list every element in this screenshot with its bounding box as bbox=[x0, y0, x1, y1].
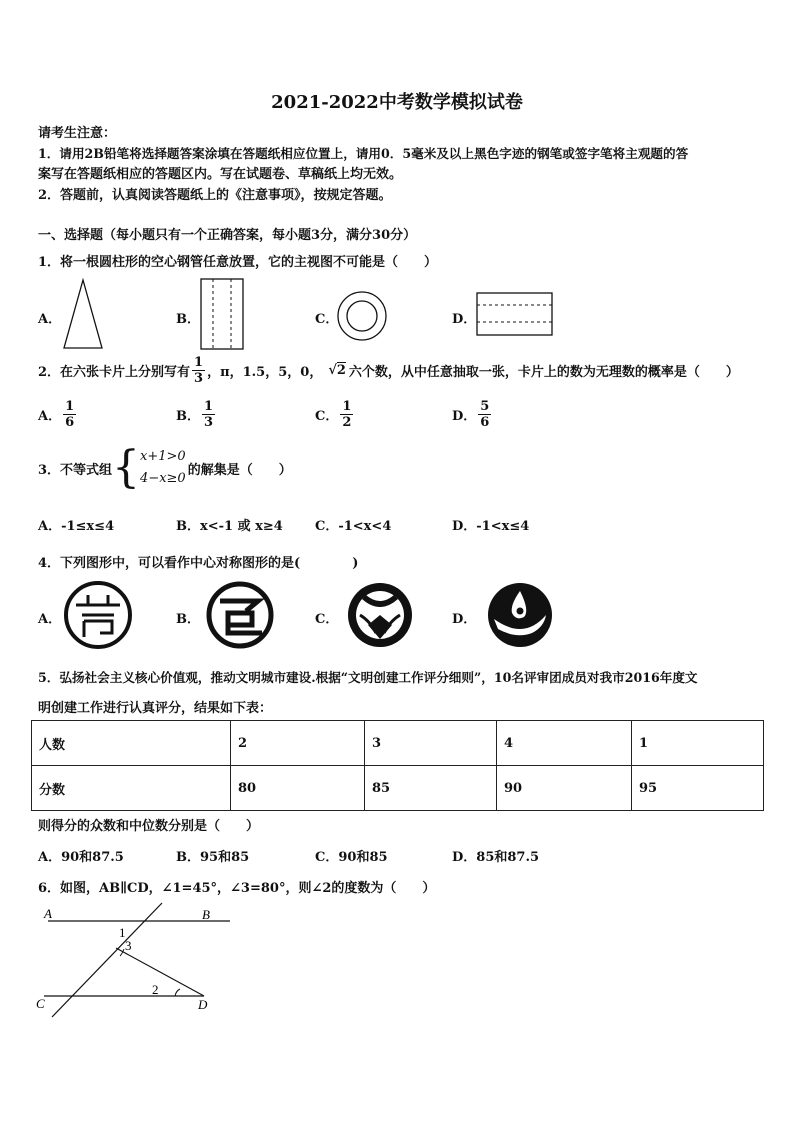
q3-stem bbox=[38, 442, 292, 493]
table-cell: 95 bbox=[632, 766, 764, 811]
q1-rectangle-dashed-horizontal-figure bbox=[476, 292, 554, 336]
q2-fraction bbox=[192, 356, 205, 385]
table-cell: 3 bbox=[365, 721, 497, 766]
q4-stem: 4．下列图形中，可以看作中心对称图形的是( ) bbox=[38, 556, 359, 571]
notice-heading: 请考生注意： bbox=[38, 126, 117, 141]
q2-option-b-den: 3 bbox=[204, 415, 214, 430]
q3-stem-post: 的解集是（ ） bbox=[187, 462, 292, 478]
notice-line-2: 案写在答题纸相应的答题区内。写在试题卷、草稿纸上均无效。 bbox=[38, 167, 403, 182]
q2-option-a-fraction bbox=[63, 400, 76, 429]
table-cell: 2 bbox=[231, 721, 365, 766]
q2-option-d-label: D． bbox=[452, 409, 477, 424]
q2-sqrt-value: 2 bbox=[336, 363, 346, 378]
q5-score-table bbox=[31, 720, 764, 811]
q2-option-d-num: 5 bbox=[480, 399, 490, 414]
q3-system bbox=[140, 446, 186, 490]
table-cell: 1 bbox=[632, 721, 764, 766]
q6-label-d: D bbox=[198, 997, 208, 1012]
q3-inequality-2: 4−x≥0 bbox=[140, 471, 186, 486]
table-cell: 4 bbox=[497, 721, 632, 766]
q2-option-a[interactable] bbox=[38, 400, 78, 429]
q4-option-c-label[interactable]: C． bbox=[315, 612, 339, 627]
q1-option-a-label[interactable]: A． bbox=[38, 312, 62, 327]
q5-option-d[interactable]: D．85和87.5 bbox=[452, 850, 540, 865]
table-cell: 85 bbox=[365, 766, 497, 811]
q4-option-b-label[interactable]: B． bbox=[176, 612, 200, 627]
q2-sqrt: √2 bbox=[328, 363, 346, 378]
q2-option-c-label: C． bbox=[315, 409, 339, 424]
q2-option-c-fraction bbox=[340, 400, 353, 429]
q3-brace: { bbox=[112, 442, 141, 493]
q2-stem-pre: 2．在六张卡片上分别写有 bbox=[38, 365, 191, 380]
q1-option-b-label[interactable]: B． bbox=[176, 312, 200, 327]
q2-option-b-num: 1 bbox=[204, 399, 214, 414]
q2-stem-post: 六个数，从中任意抽取一张，卡片上的数为无理数的概率是（ ） bbox=[348, 365, 739, 380]
table-cell: 90 bbox=[497, 766, 632, 811]
table-cell: 80 bbox=[231, 766, 365, 811]
q6-stem: 6．如图，AB∥CD，∠1=45°，∠3=80°，则∠2的度数为（ ） bbox=[38, 881, 436, 896]
notice-line-1: 1．请用2B铅笔将选择题答案涂填在答题纸相应位置上，请用0．5毫米及以上黑色字迹的钢笔或签字笔将主观题的答 bbox=[38, 146, 689, 161]
q2-option-d[interactable] bbox=[452, 400, 493, 429]
q4-emblem-a-icon bbox=[64, 581, 132, 649]
q4-emblem-d-icon bbox=[486, 581, 554, 649]
q2-option-a-num: 1 bbox=[65, 399, 75, 414]
q6-label-b: B bbox=[202, 907, 210, 922]
q2-option-a-label: A． bbox=[38, 409, 62, 424]
q6-angle-1-label: 1 bbox=[119, 925, 126, 940]
q5-option-b[interactable]: B．95和85 bbox=[176, 850, 250, 865]
q1-stem: 1．将一根圆柱形的空心钢管任意放置，它的主视图不可能是（ ） bbox=[38, 255, 438, 270]
table-cell: 分数 bbox=[32, 766, 231, 811]
q1-option-d-label[interactable]: D． bbox=[452, 312, 477, 327]
q4-emblem-b-icon bbox=[206, 581, 274, 649]
q4-option-a-label[interactable]: A． bbox=[38, 612, 62, 627]
section-heading: 一、选择题（每小题只有一个正确答案，每小题3分，满分30分） bbox=[38, 228, 417, 243]
q2-option-c-den: 2 bbox=[342, 415, 352, 430]
q2-option-d-den: 6 bbox=[480, 415, 490, 430]
q2-fraction-den: 3 bbox=[194, 371, 204, 386]
table-row bbox=[32, 721, 764, 766]
q6-label-a: A bbox=[44, 906, 52, 921]
q2-option-b-fraction bbox=[202, 400, 215, 429]
q1-option-c-label[interactable]: C． bbox=[315, 312, 339, 327]
q3-option-b[interactable]: B．x<-1 或 x≥4 bbox=[176, 519, 283, 534]
q2-option-a-den: 6 bbox=[65, 415, 75, 430]
q3-inequality-1: x+1>0 bbox=[140, 449, 186, 464]
q5-stem-line-2: 明创建工作进行认真评分，结果如下表： bbox=[38, 701, 273, 716]
q4-emblem-c-icon bbox=[346, 581, 414, 649]
q6-label-c: C bbox=[36, 996, 45, 1011]
q1-rectangle-dashed-vertical-figure bbox=[200, 278, 244, 350]
notice-line-3: 2．答题前，认真阅读答题纸上的《注意事项》，按规定答题。 bbox=[38, 188, 392, 203]
q1-triangle-figure bbox=[62, 278, 104, 350]
q2-option-c-num: 1 bbox=[342, 399, 352, 414]
q2-option-b[interactable] bbox=[176, 400, 217, 429]
q5-option-c[interactable]: C．90和85 bbox=[315, 850, 388, 865]
q5-question: 则得分的众数和中位数分别是（ ） bbox=[38, 819, 260, 834]
q3-option-d[interactable]: D．-1<x≤4 bbox=[452, 519, 530, 534]
q6-angle-2-label: 2 bbox=[152, 982, 159, 997]
q2-stem bbox=[38, 356, 739, 385]
q2-stem-mid: ，π，1.5，5，0， bbox=[207, 365, 323, 380]
page-title: 2021-2022中考数学模拟试卷 bbox=[271, 92, 523, 113]
table-cell: 人数 bbox=[32, 721, 231, 766]
q1-annulus-figure bbox=[336, 290, 388, 342]
q3-option-c[interactable]: C．-1<x<4 bbox=[315, 519, 392, 534]
q4-option-d-label[interactable]: D． bbox=[452, 612, 477, 627]
q2-option-c[interactable] bbox=[315, 400, 355, 429]
table-row bbox=[32, 766, 764, 811]
q2-option-b-label: B． bbox=[176, 409, 200, 424]
q3-stem-pre: 3．不等式组 bbox=[38, 462, 113, 478]
q2-option-d-fraction bbox=[478, 400, 491, 429]
q6-angle-3-label: 3 bbox=[125, 938, 132, 953]
q5-stem-line-1: 5．弘扬社会主义核心价值观，推动文明城市建设.根据“文明创建工作评分细则”，10名评审团成员对我市2016年度文 bbox=[38, 670, 698, 685]
q3-option-a[interactable]: A．-1≤x≤4 bbox=[38, 519, 115, 534]
q5-option-a[interactable]: A．90和87.5 bbox=[38, 850, 124, 865]
q6-parallel-lines-figure bbox=[30, 903, 230, 1023]
q2-fraction-num: 1 bbox=[194, 355, 204, 370]
